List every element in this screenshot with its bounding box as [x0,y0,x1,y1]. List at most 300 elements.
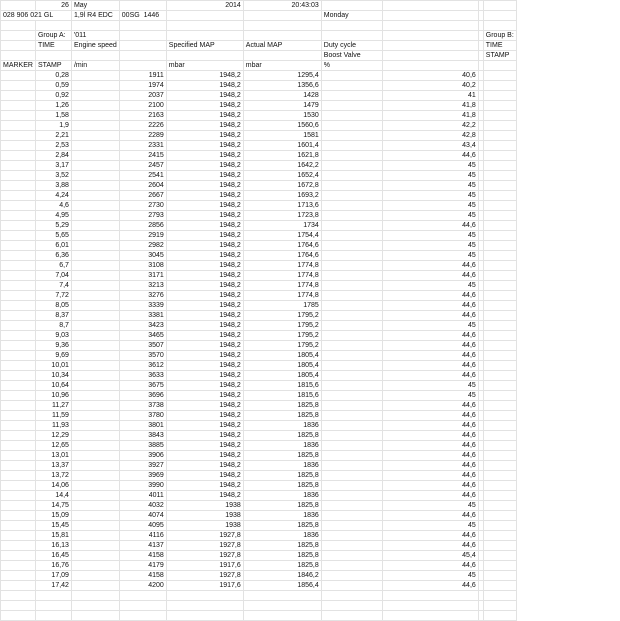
cell[interactable] [321,21,382,31]
cell[interactable] [71,181,119,191]
duty-cycle-cell[interactable]: 44,6 [382,221,478,231]
marker-cell[interactable] [1,221,36,231]
actual-map-cell[interactable]: 1825,8 [243,501,321,511]
actual-map-cell[interactable]: 1836 [243,421,321,431]
actual-map-cell[interactable]: 1723,8 [243,211,321,221]
duty-cycle-cell[interactable]: 44,6 [382,371,478,381]
cell[interactable] [321,301,382,311]
engine-speed-cell[interactable]: 3990 [119,481,166,491]
cell[interactable] [71,361,119,371]
cell[interactable] [382,41,478,51]
cell[interactable] [321,241,382,251]
time-stamp-cell[interactable]: 2,21 [35,131,71,141]
specified-map-cell[interactable]: 1948,2 [166,171,243,181]
specified-map-cell[interactable]: 1948,2 [166,321,243,331]
cell[interactable] [483,411,516,421]
cell[interactable] [166,31,243,41]
cell[interactable] [71,511,119,521]
cell[interactable] [71,481,119,491]
actual-map-cell[interactable]: 1825,8 [243,561,321,571]
duty-cycle-cell[interactable]: 44,6 [382,431,478,441]
marker-cell[interactable] [1,161,36,171]
cell[interactable] [321,441,382,451]
cell[interactable] [483,301,516,311]
time-stamp-cell[interactable]: 16,13 [35,541,71,551]
cell[interactable] [321,341,382,351]
cell[interactable] [71,581,119,591]
engine-speed-unit-cell[interactable]: /min [71,61,119,71]
time-stamp-cell[interactable]: 2,53 [35,141,71,151]
time-stamp-cell[interactable]: 3,52 [35,171,71,181]
time-stamp-cell[interactable]: 6,7 [35,261,71,271]
specified-map-cell[interactable]: 1948,2 [166,201,243,211]
cell[interactable] [483,111,516,121]
cell[interactable] [71,421,119,431]
duty-cycle-cell[interactable]: 44,6 [382,491,478,501]
cell[interactable] [321,511,382,521]
duty-cycle-cell[interactable]: 44,6 [382,421,478,431]
cell[interactable] [321,141,382,151]
cell[interactable] [321,291,382,301]
cell[interactable] [483,561,516,571]
cell[interactable] [166,51,243,61]
cell[interactable] [71,281,119,291]
marker-cell[interactable] [1,431,36,441]
duty-cycle-cell[interactable]: 44,6 [382,541,478,551]
specified-map-cell[interactable]: 1948,2 [166,441,243,451]
actual-map-cell[interactable]: 1693,2 [243,191,321,201]
cell[interactable] [321,471,382,481]
specified-map-cell[interactable]: 1948,2 [166,301,243,311]
duty-cycle-cell[interactable]: 45 [382,521,478,531]
specified-map-cell[interactable]: 1948,2 [166,141,243,151]
cell[interactable] [483,201,516,211]
duty-cycle-unit-cell[interactable]: % [321,61,382,71]
duty-cycle-cell[interactable]: 44,6 [382,581,478,591]
duty-cycle-cell[interactable]: 44,6 [382,411,478,421]
cell[interactable] [35,591,71,601]
time-stamp-cell[interactable]: 5,29 [35,221,71,231]
engine-speed-cell[interactable]: 2457 [119,161,166,171]
marker-cell[interactable] [1,421,36,431]
cell[interactable] [483,141,516,151]
marker-cell[interactable] [1,471,36,481]
cell[interactable] [483,191,516,201]
time-stamp-cell[interactable]: 17,42 [35,581,71,591]
cell[interactable] [35,51,71,61]
cell[interactable] [71,351,119,361]
cell[interactable] [483,551,516,561]
cell[interactable] [321,201,382,211]
duty-cycle-cell[interactable]: 45 [382,181,478,191]
time-stamp-cell[interactable]: 10,34 [35,371,71,381]
time-stamp-cell[interactable]: 14,4 [35,491,71,501]
engine-speed-cell[interactable]: 3423 [119,321,166,331]
cell[interactable] [321,591,382,601]
cell[interactable] [483,421,516,431]
cell[interactable] [71,611,119,621]
time-stamp-cell[interactable]: 2,84 [35,151,71,161]
marker-cell[interactable] [1,321,36,331]
specified-map-cell[interactable]: 1948,2 [166,71,243,81]
duty-cycle-cell[interactable]: 44,6 [382,331,478,341]
time-stamp-cell[interactable]: 13,01 [35,451,71,461]
cell[interactable] [382,601,478,611]
duty-cycle-cell[interactable]: 45 [382,381,478,391]
actual-map-cell[interactable]: 1356,6 [243,81,321,91]
cell[interactable] [382,21,478,31]
marker-cell[interactable] [1,191,36,201]
cell[interactable] [243,51,321,61]
cell[interactable] [71,81,119,91]
engine-speed-cell[interactable]: 3045 [119,251,166,261]
engine-speed-header-cell[interactable]: Engine speed [71,41,119,51]
engine-speed-cell[interactable]: 3171 [119,271,166,281]
cell[interactable] [321,281,382,291]
cell[interactable] [71,431,119,441]
cell[interactable] [71,551,119,561]
engine-speed-cell[interactable]: 3381 [119,311,166,321]
time-stamp-cell[interactable]: 15,09 [35,511,71,521]
cell[interactable] [483,361,516,371]
engine-speed-cell[interactable]: 3570 [119,351,166,361]
marker-header-cell[interactable]: MARKER [1,61,36,71]
marker-cell[interactable] [1,511,36,521]
duty-cycle-cell[interactable]: 44,6 [382,361,478,371]
cell[interactable] [71,381,119,391]
actual-map-cell[interactable]: 1836 [243,461,321,471]
engine-speed-cell[interactable]: 3213 [119,281,166,291]
cell[interactable] [321,461,382,471]
marker-cell[interactable] [1,331,36,341]
cell[interactable] [483,441,516,451]
cell[interactable] [483,471,516,481]
time-stamp-cell[interactable]: 4,24 [35,191,71,201]
cell[interactable] [71,561,119,571]
engine-speed-cell[interactable]: 2856 [119,221,166,231]
specified-map-cell[interactable]: 1948,2 [166,381,243,391]
marker-cell[interactable] [1,531,36,541]
specified-map-cell[interactable]: 1948,2 [166,91,243,101]
cell[interactable] [483,21,516,31]
cell[interactable] [483,181,516,191]
specified-map-cell[interactable]: 1948,2 [166,491,243,501]
cell[interactable] [321,361,382,371]
duty-cycle-cell[interactable]: 44,6 [382,401,478,411]
cell[interactable] [483,521,516,531]
specified-map-cell[interactable]: 1948,2 [166,241,243,251]
time-stamp-cell[interactable]: 3,17 [35,161,71,171]
cell[interactable] [382,51,478,61]
marker-cell[interactable] [1,71,36,81]
cell[interactable] [483,401,516,411]
engine-speed-cell[interactable]: 2100 [119,101,166,111]
cell[interactable] [71,531,119,541]
actual-map-cell[interactable]: 1774,8 [243,271,321,281]
cell[interactable] [483,381,516,391]
marker-cell[interactable] [1,361,36,371]
engine-speed-cell[interactable]: 4095 [119,521,166,531]
cell[interactable] [321,91,382,101]
cell[interactable] [321,31,382,41]
specified-map-cell[interactable]: 1938 [166,511,243,521]
cell[interactable] [71,211,119,221]
engine-speed-cell[interactable]: 3927 [119,461,166,471]
actual-map-cell[interactable]: 1805,4 [243,371,321,381]
duty-cycle-cell[interactable]: 44,6 [382,341,478,351]
cell[interactable] [71,271,119,281]
engine-speed-cell[interactable]: 2667 [119,191,166,201]
duty-cycle-cell[interactable]: 44,6 [382,301,478,311]
duty-cycle-cell[interactable]: 45 [382,211,478,221]
specified-map-unit-cell[interactable]: mbar [166,61,243,71]
cell[interactable] [321,111,382,121]
duty-cycle-cell[interactable]: 40,6 [382,71,478,81]
marker-cell[interactable] [1,171,36,181]
specified-map-cell[interactable]: 1948,2 [166,231,243,241]
cell[interactable] [321,531,382,541]
cell[interactable] [483,211,516,221]
actual-map-cell[interactable]: 1825,8 [243,481,321,491]
cell[interactable] [71,91,119,101]
cell[interactable] [71,411,119,421]
engine-speed-cell[interactable]: 3906 [119,451,166,461]
cell[interactable] [71,401,119,411]
cell[interactable] [321,261,382,271]
marker-cell[interactable] [1,391,36,401]
cell[interactable] [483,261,516,271]
cell[interactable] [483,321,516,331]
actual-map-cell[interactable]: 1295,4 [243,71,321,81]
specified-map-cell[interactable]: 1948,2 [166,401,243,411]
engine-speed-cell[interactable]: 4179 [119,561,166,571]
cell[interactable] [483,481,516,491]
engine-speed-cell[interactable]: 2982 [119,241,166,251]
cell[interactable] [382,1,478,11]
marker-cell[interactable] [1,291,36,301]
cell[interactable] [166,11,243,21]
weekday-cell[interactable]: Monday [321,11,382,21]
cell[interactable] [321,351,382,361]
specified-map-cell[interactable]: 1948,2 [166,211,243,221]
specified-map-cell[interactable]: 1948,2 [166,431,243,441]
marker-cell[interactable] [1,151,36,161]
cell[interactable] [35,601,71,611]
actual-map-cell[interactable]: 1764,6 [243,241,321,251]
actual-map-cell[interactable]: 1836 [243,531,321,541]
specified-map-cell[interactable]: 1948,2 [166,81,243,91]
time-stamp-cell[interactable]: 7,4 [35,281,71,291]
engine-speed-cell[interactable]: 3339 [119,301,166,311]
cell[interactable] [483,71,516,81]
cell[interactable] [321,181,382,191]
cell[interactable] [119,31,166,41]
duty-cycle-cell[interactable]: 44,6 [382,481,478,491]
cell[interactable] [483,241,516,251]
cell[interactable] [71,471,119,481]
engine-speed-cell[interactable]: 3780 [119,411,166,421]
specified-map-cell[interactable]: 1948,2 [166,251,243,261]
cell[interactable] [321,451,382,461]
cell[interactable] [243,31,321,41]
specified-map-cell[interactable]: 1948,2 [166,181,243,191]
marker-cell[interactable] [1,211,36,221]
cell[interactable] [321,401,382,411]
marker-cell[interactable] [1,561,36,571]
cell[interactable] [35,21,71,31]
actual-map-cell[interactable]: 1479 [243,101,321,111]
cell[interactable] [243,591,321,601]
cell[interactable] [483,131,516,141]
cell[interactable] [119,1,166,11]
actual-map-cell[interactable]: 1795,2 [243,321,321,331]
cell[interactable] [71,391,119,401]
marker-cell[interactable] [1,181,36,191]
time-stamp-cell[interactable]: 8,7 [35,321,71,331]
cell[interactable] [321,251,382,261]
cell[interactable] [35,611,71,621]
specified-map-cell[interactable]: 1948,2 [166,471,243,481]
specified-map-cell[interactable]: 1948,2 [166,261,243,271]
engine-speed-cell[interactable]: 3108 [119,261,166,271]
actual-map-cell[interactable]: 1672,8 [243,181,321,191]
marker-cell[interactable] [1,411,36,421]
duty-cycle-cell[interactable]: 43,4 [382,141,478,151]
time-stamp-cell[interactable]: 0,92 [35,91,71,101]
marker-cell[interactable] [1,571,36,581]
actual-map-cell[interactable]: 1825,8 [243,541,321,551]
time-stamp-cell[interactable]: 10,01 [35,361,71,371]
cell[interactable] [321,561,382,571]
cell[interactable] [321,121,382,131]
specified-map-cell[interactable]: 1927,8 [166,541,243,551]
duty-cycle-cell[interactable]: 45 [382,251,478,261]
cell[interactable] [321,1,382,11]
specified-map-cell[interactable]: 1917,6 [166,561,243,571]
cell[interactable] [71,321,119,331]
actual-map-cell[interactable]: 1825,8 [243,521,321,531]
engine-speed-cell[interactable]: 1911 [119,71,166,81]
cell[interactable] [483,81,516,91]
cell[interactable] [321,71,382,81]
marker-cell[interactable] [1,401,36,411]
cell[interactable] [1,1,36,11]
specified-map-cell[interactable]: 1948,2 [166,151,243,161]
actual-map-cell[interactable]: 1774,8 [243,291,321,301]
actual-map-cell[interactable]: 1795,2 [243,331,321,341]
duty-cycle-cell[interactable]: 44,6 [382,471,478,481]
cell[interactable] [71,341,119,351]
cell[interactable] [382,61,478,71]
time-stamp-cell[interactable]: 15,81 [35,531,71,541]
cell[interactable] [1,31,36,41]
engine-speed-cell[interactable]: 4158 [119,571,166,581]
cell[interactable] [321,411,382,421]
marker-cell[interactable] [1,271,36,281]
specified-map-cell[interactable]: 1927,8 [166,531,243,541]
cell[interactable] [71,371,119,381]
cell[interactable] [71,571,119,581]
marker-cell[interactable] [1,231,36,241]
engine-speed-cell[interactable]: 3465 [119,331,166,341]
marker-cell[interactable] [1,101,36,111]
actual-map-cell[interactable]: 1825,8 [243,471,321,481]
actual-map-cell[interactable]: 1836 [243,441,321,451]
engine-speed-cell[interactable]: 2037 [119,91,166,101]
cell[interactable] [321,481,382,491]
duty-cycle-cell[interactable]: 45 [382,501,478,511]
time-stamp-cell[interactable]: 16,76 [35,561,71,571]
cell[interactable] [1,591,36,601]
actual-map-cell[interactable]: 1825,8 [243,451,321,461]
cell[interactable] [483,391,516,401]
actual-map-cell[interactable]: 1774,8 [243,281,321,291]
cell[interactable] [119,611,166,621]
actual-map-cell[interactable]: 1734 [243,221,321,231]
cell[interactable] [483,591,516,601]
cell[interactable] [483,11,516,21]
duty-cycle-cell[interactable]: 45 [382,571,478,581]
time-stamp-cell[interactable]: 3,88 [35,181,71,191]
engine-speed-cell[interactable]: 3843 [119,431,166,441]
time-stamp-cell[interactable]: 1,58 [35,111,71,121]
marker-cell[interactable] [1,501,36,511]
cell[interactable] [483,571,516,581]
cell[interactable] [71,231,119,241]
marker-cell[interactable] [1,141,36,151]
cell[interactable] [321,221,382,231]
cell[interactable] [119,61,166,71]
engine-speed-cell[interactable]: 2415 [119,151,166,161]
cell[interactable] [321,81,382,91]
duty-cycle-cell[interactable]: 44,6 [382,151,478,161]
time-stamp-cell[interactable]: 6,36 [35,251,71,261]
cell[interactable] [483,371,516,381]
actual-map-cell[interactable]: 1774,8 [243,261,321,271]
marker-cell[interactable] [1,451,36,461]
actual-map-cell[interactable]: 1428 [243,91,321,101]
specified-map-cell[interactable]: 1948,2 [166,371,243,381]
engine-speed-cell[interactable]: 3633 [119,371,166,381]
engine-speed-cell[interactable]: 4032 [119,501,166,511]
cell[interactable] [321,101,382,111]
cell[interactable] [321,381,382,391]
marker-cell[interactable] [1,251,36,261]
cell[interactable] [321,521,382,531]
specified-map-cell[interactable]: 1948,2 [166,391,243,401]
cell[interactable] [321,501,382,511]
cell[interactable] [321,311,382,321]
engine-speed-cell[interactable]: 2919 [119,231,166,241]
duty-cycle-cell[interactable]: 41 [382,91,478,101]
engine-speed-cell[interactable]: 3507 [119,341,166,351]
time-stamp-cell[interactable]: 0,28 [35,71,71,81]
time-stamp-cell[interactable]: 9,69 [35,351,71,361]
duty-cycle-cell[interactable]: 44,6 [382,261,478,271]
cell[interactable] [1,41,36,51]
cell[interactable] [71,21,119,31]
duty-cycle-cell[interactable]: 44,6 [382,311,478,321]
cell[interactable] [243,601,321,611]
duty-cycle-cell[interactable]: 44,6 [382,561,478,571]
cell[interactable] [483,601,516,611]
cell[interactable] [483,121,516,131]
marker-cell[interactable] [1,311,36,321]
actual-map-cell[interactable]: 1825,8 [243,431,321,441]
duty-cycle-cell[interactable]: 45 [382,391,478,401]
group-a-label-cell[interactable]: Group A: [35,31,71,41]
cell[interactable] [71,201,119,211]
